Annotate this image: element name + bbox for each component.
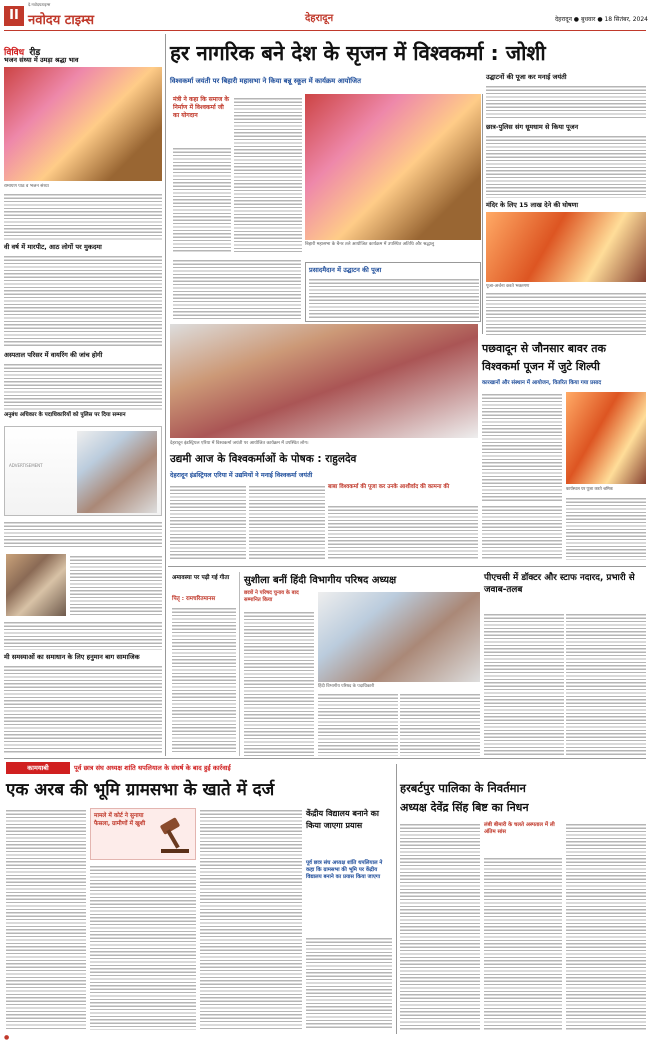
left-kicker [4,40,162,58]
center-right-divider [482,94,483,334]
main-headline: हर नागरिक बने देश के सृजन में विश्वकर्मा : जोशी [170,41,546,65]
kicker-label-2: रीड [29,48,41,58]
left-advertisement [4,426,162,516]
left-portrait-text [70,554,162,616]
footer-dot: ● [4,1034,10,1041]
harbertpur-headline: हरबर्टपुर पालिका के निवर्तमान [400,781,526,795]
phc-col2-text [566,612,646,756]
main-col3-text [173,258,301,320]
main-photo [305,94,481,240]
main-subheadline: विश्वकर्मा जयंती पर बिहारी महासभा ने किया बन्नू स्कूल में कार्यक्रम आयोजित [170,77,361,85]
sushila-col1-text [244,610,314,756]
left-story3-headline: अस्पताल परिसर में वायरिंग की जांच होगी [4,351,103,359]
bottom-col2-text [90,864,196,1030]
pachwa-caption: कार्यस्थल पर पूजा करते श्रमिक [566,486,613,491]
sushila-subheadline: छात्रों ने परिषद चुनाव के बाद सम्मानित किया [244,590,299,603]
left-story2-text [4,254,162,348]
bottom-headline: एक अरब की भूमि ग्रामसभा के खाते में दर्ज [6,780,275,800]
main-col1-text [173,146,231,252]
right-story2-text [486,134,646,198]
pachwa-col2-text [566,496,646,560]
harbertpur-kicker: लंबी बीमारी के चलते अस्पताल में ली अंतिम सांस [484,822,555,835]
industrial-photo [170,324,478,438]
main-pullquote: मंत्री ने कहा कि समाज के निर्माण में विश्वकर्मा जी का योगदान [173,96,229,119]
main-photo-caption: बिहारी महासभा के बैनर तले आयोजित कार्यक्रम में उपस्थित अतिथि और श्रद्धालु [305,242,435,247]
left-story3-text [4,362,162,410]
bottom-inset-box [90,808,196,860]
harbertpur-col1-text [400,822,480,1030]
bottom-col3-text [200,808,302,1030]
middle-band-rule [168,566,646,567]
date-line: देहरादून ● बुधवार ● 18 सितंबर, 2024 [555,16,648,23]
udyami-kicker: बाबा विश्वकर्मा की पूजा कर उनके आशीर्वाद की कामना की [328,484,450,490]
left-story3-sub: अनुबंध अधिकार के पदाधिकारियों को पुलिस पर दिया सम्मान [4,412,126,418]
udyami-col1-text [170,484,246,560]
side-note-headline: अमावस्या पर पढ़ी गई गीता [172,575,230,581]
sushila-col2-text [318,692,398,756]
side-note-sub: पितृ : रामचरितमानस [172,596,216,602]
udyami-col2-text [249,484,325,560]
left-portrait [6,554,66,616]
bottom-mid-headline: केंद्रीय विद्यालय बनाने का किया जाएगा प्रयास [306,809,379,830]
bottom-mid-text [306,936,392,1030]
ribbon-label: कामयाबी [6,762,70,774]
udyami-subheadline: देहरादून इंडस्ट्रियल एरिया में उद्यमियों ने मनाई विश्वकर्मा जयंती [170,472,313,479]
left-col-divider [165,34,166,756]
phc-col1-text [484,612,564,756]
pachwa-photo [566,392,646,484]
sushila-photo [318,592,480,682]
puja-box-text [309,277,479,319]
gavel-icon [157,815,193,855]
left-story6-text [4,664,162,754]
sushila-col3-text [400,692,480,756]
right-photo [486,212,646,282]
puja-box [305,262,481,322]
pachwa-subheadline: कारखानों और संस्थान में आयोजन, वितरित किया गया प्रसाद [482,380,602,386]
bottom-col1-text [6,808,86,1030]
bottom-mid-note: पूर्व छात्र संघ अध्यक्ष शांति थपलियाल ने कहा कि ग्रामसभा की भूमि पर केंद्रीय विद्यालय बनाने का प्रयास किया जाएगा [306,860,383,880]
side-note-box [170,572,240,756]
sushila-headline: सुशीला बनीं हिंदी विभागीय परिषद अध्यक्ष [244,575,397,586]
pachwa-col1-text [482,392,562,502]
right-story2-headline: छात्र-पुलिस संग धूमधाम से किया पूजन [486,123,579,131]
ribbon-text: पूर्व छात्र संघ अध्यक्ष शांति थपलियाल के संघर्ष के बाद हुई कार्रवाई [74,764,231,772]
pachwa-headline2: विश्वकर्मा पूजन में जुटे शिल्पी [482,360,600,373]
right-story3-headline: मंदिर के लिए 15 लाख देने की घोषणा [486,201,579,209]
side-note-text [172,606,236,752]
harbertpur-headline2: अध्यक्ष देवेंद्र सिंह बिष्ट का निधन [400,801,529,814]
right-story1-headline: उद्घाटनों की पूजा कर मनाई जयंती [486,73,567,81]
page-number: II [4,6,24,26]
udyami-col3-text [328,504,478,560]
udyami-headline: उद्यमी आज के विश्वकर्माओं के पोषक : राहुलदेव [170,453,357,465]
left-story4-text [4,520,162,548]
section-name: देहरादून [305,13,334,24]
industrial-caption: देहरादून इंडस्ट्रियल एरिया में विश्वकर्मा जयंती पर आयोजित कार्यक्रम में उपस्थित लोग। [170,441,309,446]
pachwa-headline: पछवादून से जौनसार बावर तक [482,342,606,355]
main-col2-text [234,96,302,252]
left-story1-text [4,192,162,240]
harbertpur-col2-text [484,856,562,1030]
ad-photo [77,431,157,513]
ad-text: ADVERTISEMENT [9,463,43,468]
right-story1-text [486,84,646,120]
bottom-band-rule [4,758,646,759]
bottom-divider [396,764,397,1034]
paper-name: नवोदय टाइम्स [28,13,95,28]
left-story1-headline: भजन संध्या में उमड़ा श्रद्धा भाव [4,56,79,64]
bottom-inset-text: मामले में कोर्ट ने सुनाया फैसला, ग्रामीणों में खुशी [94,813,146,827]
harbertpur-col3-text [566,822,646,1030]
puja-box-headline: प्रसादमैदान में उद्घाटन की पूजा [309,266,382,274]
phc-headline: पीएचसी में डॉक्टर और स्टाफ नदारद, प्रभारी से जवाब-तलब [484,573,635,595]
masthead-rule [4,30,646,31]
kicker-label: विविध [4,48,25,58]
left-story5-text [4,620,162,650]
edition-label: दे.नवोदयटाइम्स [28,2,51,7]
right-photo-caption: पूजा-अर्चना करते भक्तगण [486,284,530,289]
left-story4-headline: मी समस्याओं का समाधान के लिए हनुमान बाग सामाजिक [4,653,140,661]
left-story1-caption: रामायण पाठ व भजन संध्या [4,184,49,189]
left-story2-headline: वी वर्ष में मारपीट, आठ लोगों पर मुकदमा [4,243,102,251]
sushila-caption: हिंदी विभागीय परिषद के पदाधिकारी [318,684,375,689]
left-story1-photo [4,67,162,181]
right-story3-text [486,291,646,337]
pachwa-col3-text [482,504,562,560]
